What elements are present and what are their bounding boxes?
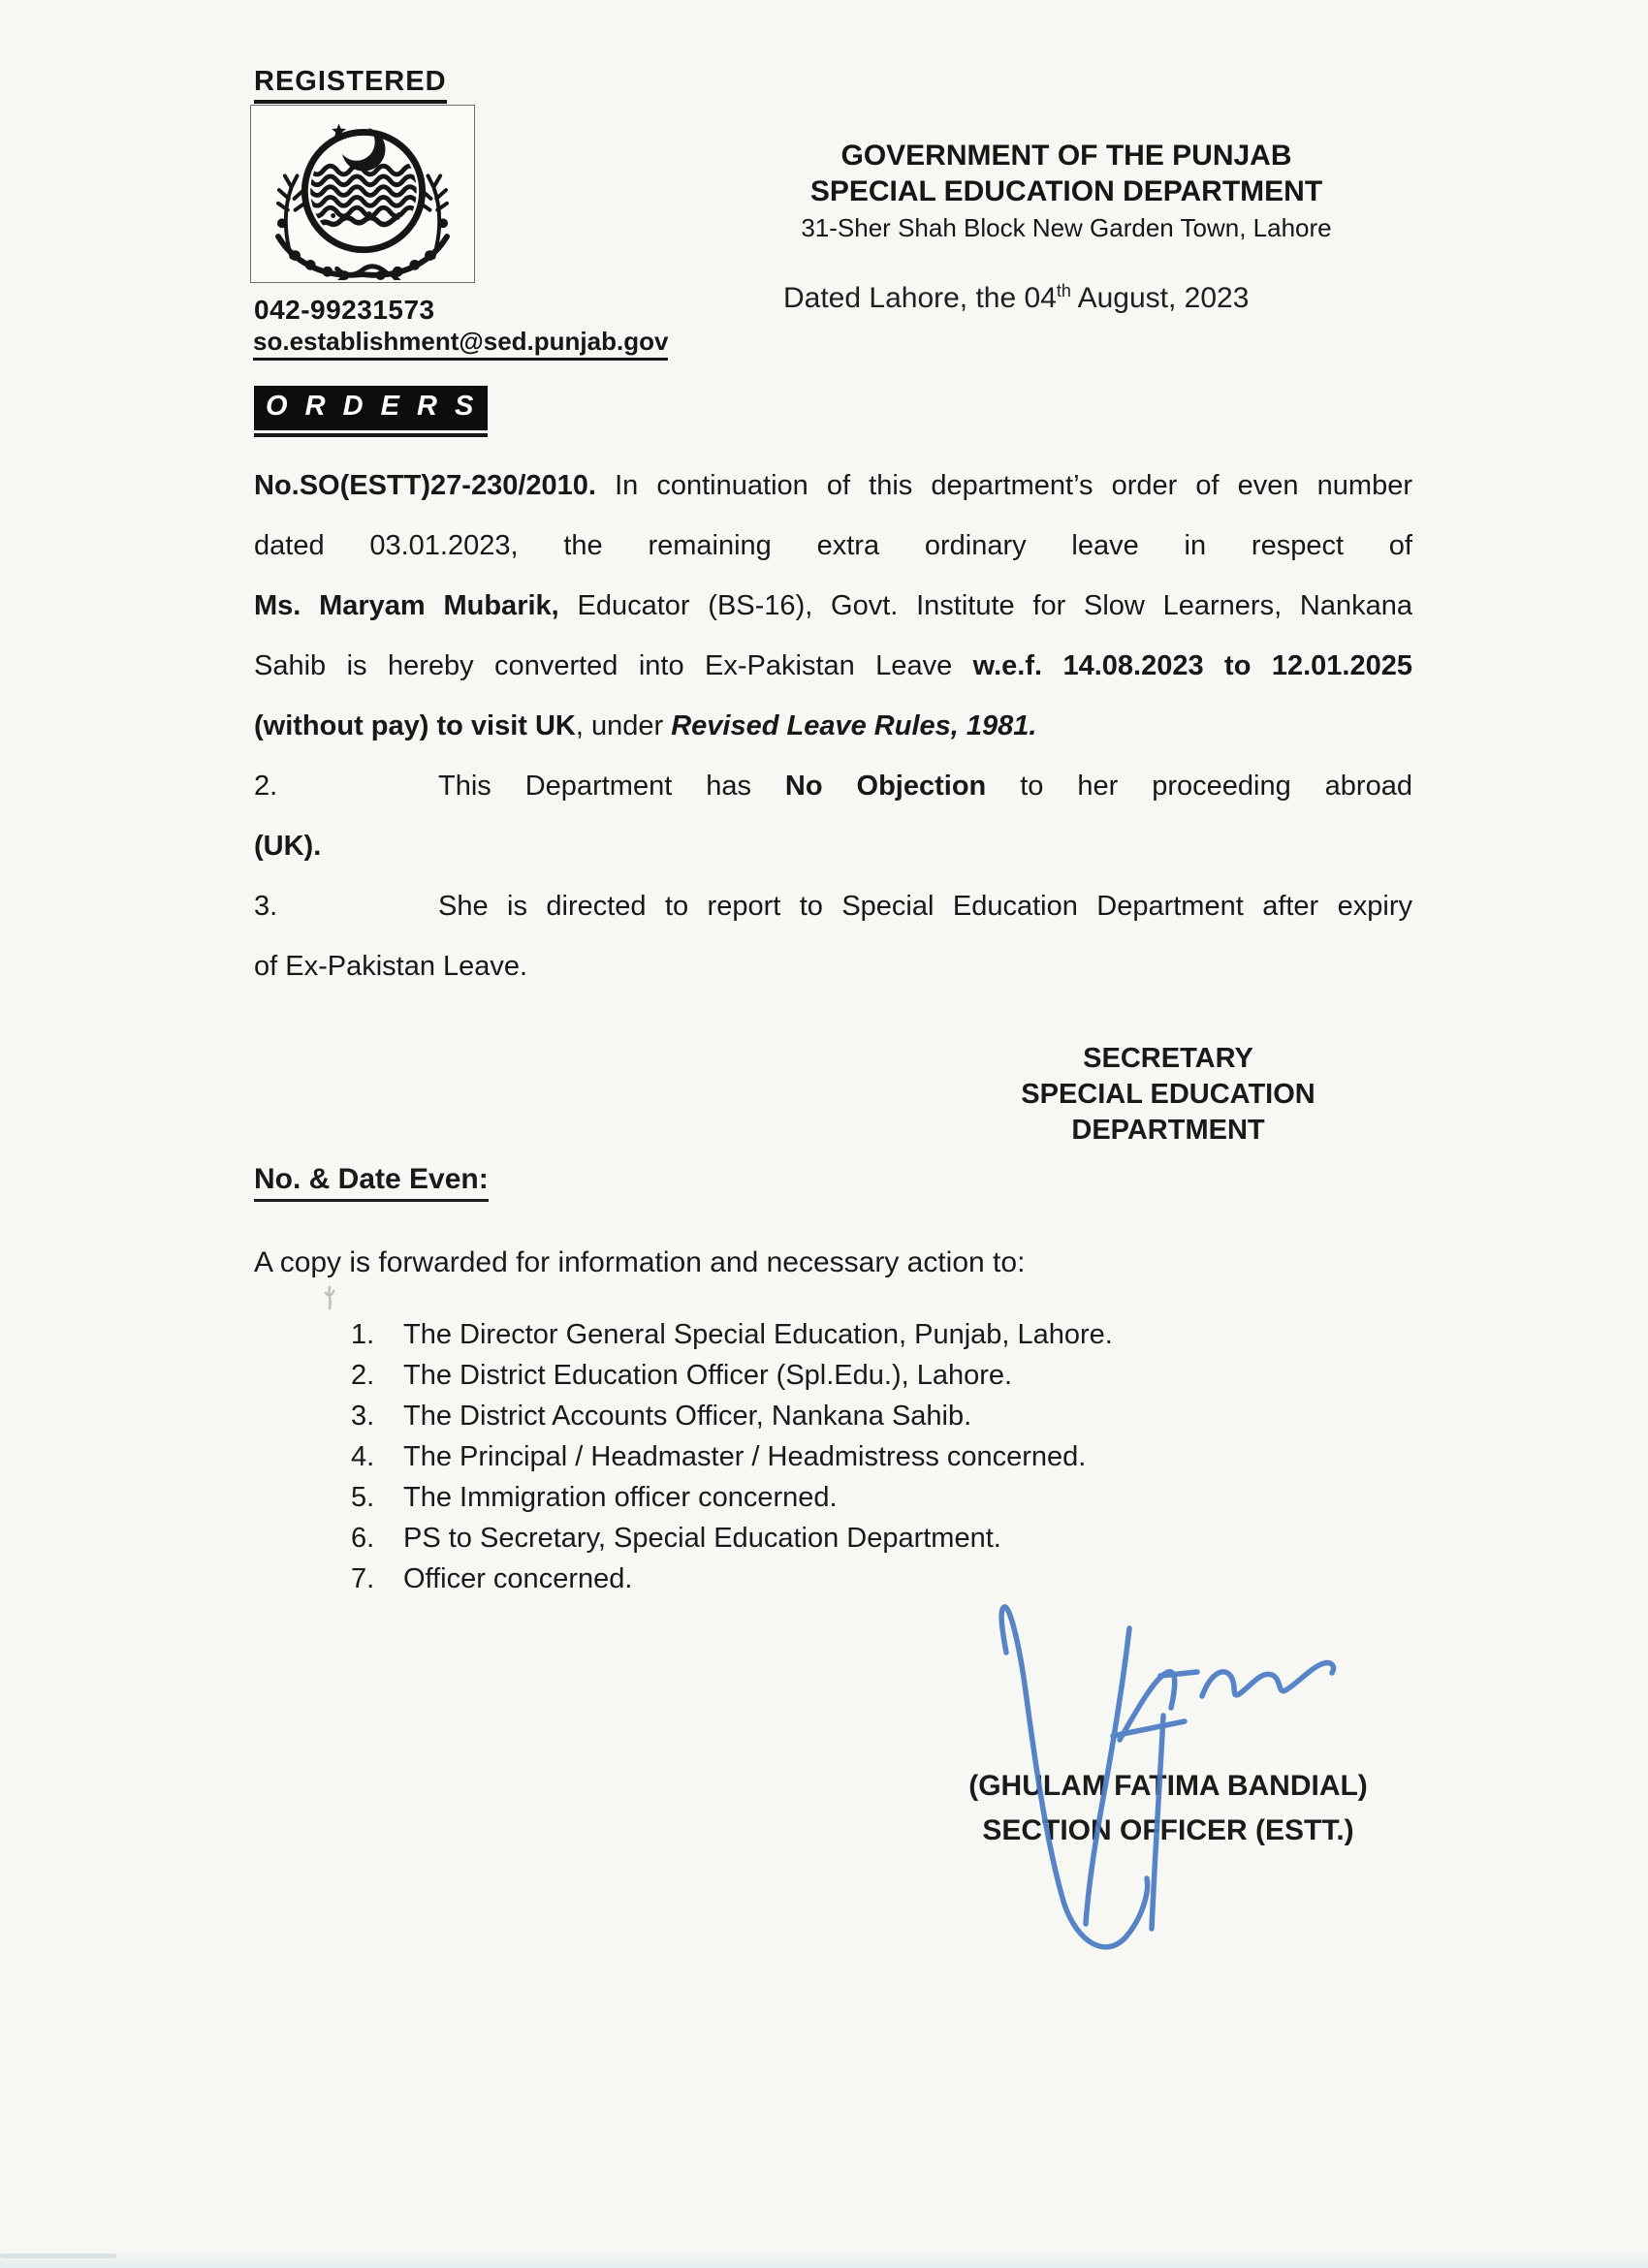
paragraph-number: 3. <box>254 891 278 922</box>
order-text-run: dated 03.01.2023, the remaining extra ordinary leave in respect of <box>254 530 1412 561</box>
list-item-text: The Director General Special Education, Punjab, Lahore. <box>403 1319 1113 1350</box>
list-item <box>351 1436 1113 1477</box>
signature-stroke <box>1160 1672 1197 1676</box>
scan-artifact-mark <box>320 1285 339 1312</box>
signatory-line: SECRETARY <box>1083 1043 1253 1074</box>
list-item-text: The District Accounts Officer, Nankana Sahib. <box>403 1401 972 1432</box>
distribution-intro: A copy is forwarded for information and necessary action to: <box>254 1246 1026 1278</box>
order-text-run: of Ex-Pakistan Leave. <box>254 951 528 982</box>
date-ordinal-superscript: th <box>1056 281 1071 300</box>
phone-number: 042-99231573 <box>254 295 435 325</box>
order-paragraph-3 <box>254 876 1412 996</box>
order-text-line <box>254 816 1412 876</box>
paragraph-number: 2. <box>254 771 278 802</box>
order-body <box>254 456 1412 996</box>
email-address: so.establishment@sed.punjab.gov <box>253 327 668 361</box>
scan-edge-band <box>0 2254 1648 2268</box>
order-text-run: In continuation of this department’s order of even number <box>595 470 1412 501</box>
crest-logo-box <box>250 105 475 283</box>
list-item-text: The Principal / Headmaster / Headmistress concerned. <box>403 1441 1087 1472</box>
signatory-line: SPECIAL EDUCATION <box>1021 1079 1315 1110</box>
order-paragraph-2 <box>254 756 1412 876</box>
order-text-run: No Objection <box>784 771 987 802</box>
orders-heading: O R D E R S <box>254 386 488 430</box>
order-text-line <box>254 576 1412 636</box>
order-text-line <box>254 696 1412 756</box>
list-item <box>351 1518 1113 1559</box>
list-item-number: 3. <box>351 1401 375 1432</box>
department-name-line2: SPECIAL EDUCATION DEPARTMENT <box>809 175 1323 207</box>
list-item-number: 4. <box>351 1441 375 1472</box>
list-item-number: 2. <box>351 1360 375 1391</box>
list-item-number: 6. <box>351 1523 375 1554</box>
order-text-line <box>254 636 1412 696</box>
signature-stroke <box>1202 1663 1334 1696</box>
order-text-run: Educator (BS-16), Govt. Institute for Slow Learners, Nankana <box>558 590 1412 621</box>
order-text-line <box>254 876 1412 936</box>
list-item-text: Officer concerned. <box>403 1563 633 1594</box>
list-item-number: 7. <box>351 1563 375 1594</box>
order-text-run: to her proceeding abroad <box>986 771 1412 802</box>
orders-heading-wrap <box>254 386 488 437</box>
order-text-line <box>254 936 1412 996</box>
list-item <box>351 1559 1113 1599</box>
department-address: 31-Sher Shah Block New Garden Town, Lahore <box>801 213 1332 242</box>
list-item <box>351 1314 1113 1355</box>
order-text-run: Revised Leave Rules, 1981. <box>671 710 1037 741</box>
signatory-designation-block <box>974 1041 1362 1149</box>
order-text-run: (UK). <box>254 831 322 862</box>
order-text-run: No.SO(ESTT)27-230/2010. <box>254 470 596 501</box>
letterhead <box>785 138 1347 243</box>
list-item-text: The District Education Officer (Spl.Edu.), Lahore. <box>403 1360 1013 1391</box>
signatory-title: SECTION OFFICER (ESTT.) <box>982 1814 1354 1846</box>
order-text-line <box>254 756 1412 816</box>
list-item <box>351 1355 1113 1396</box>
order-paragraph-1 <box>254 456 1412 756</box>
order-text-run: , under <box>575 710 672 741</box>
order-text-line <box>254 516 1412 576</box>
list-item-number: 1. <box>351 1319 375 1350</box>
department-name-line1: GOVERNMENT OF THE PUNJAB <box>840 140 1292 172</box>
list-item-text: PS to Secretary, Special Education Department. <box>403 1523 1001 1554</box>
order-text-line <box>254 456 1412 516</box>
list-item-number: 5. <box>351 1482 375 1513</box>
reference-label: No. & Date Even: <box>254 1163 489 1202</box>
order-text-run: This Department has <box>438 771 785 802</box>
scan-edge-streak <box>0 2253 116 2258</box>
list-item-text: The Immigration officer concerned. <box>403 1482 838 1513</box>
order-text-run: Sahib is hereby converted into Ex-Pakistan Leave <box>254 650 973 681</box>
date-suffix: August, 2023 <box>1070 282 1250 314</box>
order-text-run: w.e.f. 14.08.2023 to 12.01.2025 <box>972 650 1412 681</box>
signature-stroke <box>1113 1721 1185 1736</box>
list-item <box>351 1477 1113 1518</box>
order-text-run: She is directed to report to Special Education Department after expiry <box>438 891 1412 922</box>
list-item <box>351 1396 1113 1436</box>
order-text-run: Ms. Maryam Mubarik, <box>254 590 559 621</box>
date-line <box>783 281 1249 315</box>
registered-label: REGISTERED <box>254 66 447 104</box>
order-text-run: (without pay) to visit UK <box>254 710 576 741</box>
distribution-list <box>351 1314 1113 1599</box>
signatory-line: DEPARTMENT <box>1071 1115 1265 1146</box>
signatory-name: (GHULAM FATIMA BANDIAL) <box>968 1770 1368 1802</box>
punjab-government-emblem-icon <box>253 108 472 280</box>
date-prefix: Dated Lahore, the 04 <box>783 282 1057 314</box>
signature-stroke <box>1120 1672 1175 1740</box>
signature-block <box>955 1764 1381 1853</box>
